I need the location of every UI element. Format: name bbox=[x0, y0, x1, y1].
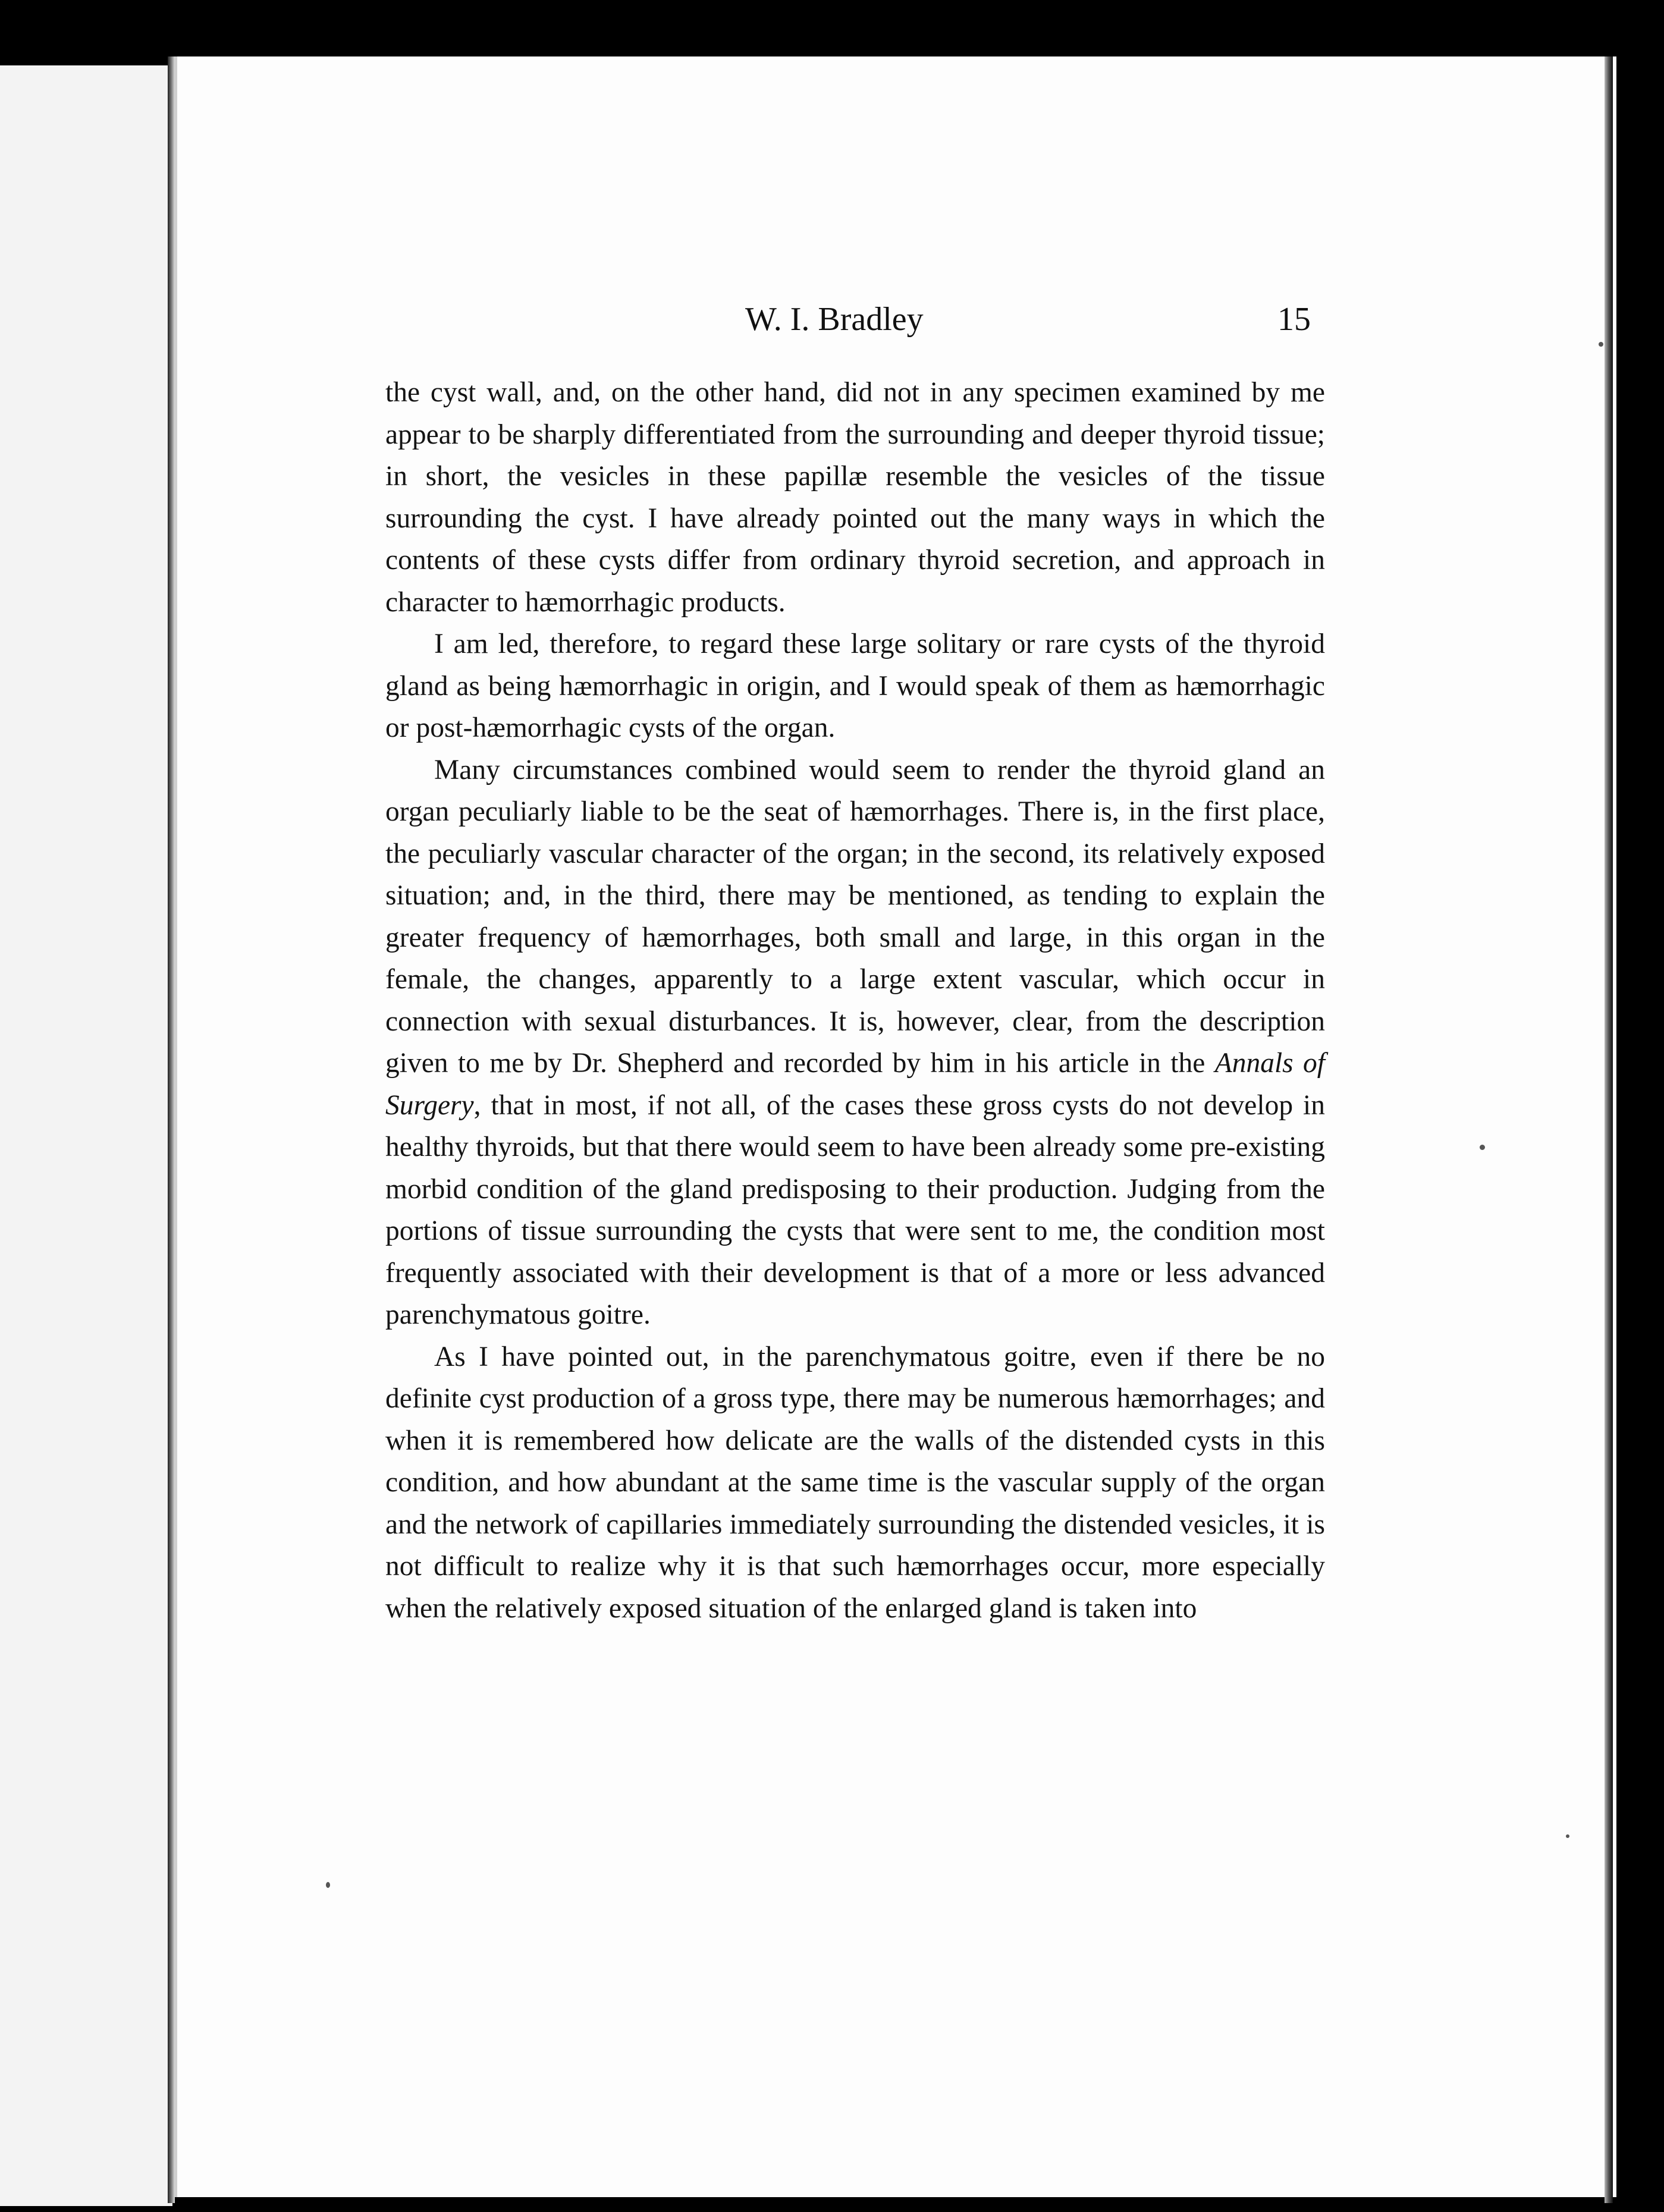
page-number: 15 bbox=[1277, 301, 1311, 338]
running-head: W. I. Bradley bbox=[745, 301, 924, 338]
paragraph-2: I am led, therefore, to regard these large solitary or rare cysts of the thyroid gland as being hæmorrhagic in origin, and I would speak of them as hæmorrhagic or post-hæmorrhagic cysts of the organ. bbox=[385, 629, 1325, 743]
page-right-edge bbox=[1605, 56, 1613, 2203]
paragraph-3-part-1: Many circumstances combined would seem to render the thyroid gland an organ peculiarly liable to be the seat of hæmorrhages. There is, in the first place, the peculiarly vascular character of the organ; in the second, its relatively exposed situation; and, in the third, there may be mentioned, as tending to explain the greater frequency of hæmorrhages, both small and large, in this organ in the female, the changes, apparently to a large extent vascular, which occur in connection with sexual disturbances. It is, however, clear, from the description given to me by Dr. Shepherd and recorded by him in his article in the bbox=[385, 754, 1325, 1079]
scan-speck bbox=[326, 1882, 330, 1888]
scan-speck bbox=[1480, 1145, 1485, 1150]
book-page bbox=[172, 56, 1616, 2197]
facing-page bbox=[0, 65, 172, 2206]
journal-title: Annals of Surgery bbox=[385, 1048, 1325, 1121]
paragraph-4: As I have pointed out, in the parenchymatous goitre, even if there be no definite cyst production of a gross type, there may be numerous hæmorrhages; and when it is remembered how delicate are the walls of the distended cysts in this condition, and how abundant at the same time is the vascular supply of the organ and the network of capillaries immediately surrounding the distended vesicles, it is not difficult to realize why it is that such hæmorrhages occur, more especially when the relatively exposed situation of the enlarged gland is taken into bbox=[385, 1341, 1325, 1624]
scan-speck bbox=[1599, 342, 1603, 347]
page-header bbox=[177, 300, 1616, 348]
paragraph-1: the cyst wall, and, on the other hand, did not in any specimen examined by me appear to be sharply differentiated from the surrounding and deeper thyroid tissue; in short, the vesicles in these papillæ resemble the vesicles of the tissue surrounding the cyst. I have already pointed out the many ways in which the contents of these cysts differ from ordinary thyroid secretion, and approach in character to hæmorrhagic products. bbox=[385, 377, 1325, 618]
paragraph-3-part-2: , that in most, if not all, of the cases these gross cysts do not develop in healthy thyroids, but that there would seem to have been already some pre-existing morbid condition of the gland predisposing to their production. Judging from the portions of tissue surrounding the cysts that were sent to me, the condition most frequently associated with their development is that of a more or less advanced parenchymatous goitre. bbox=[385, 1089, 1325, 1330]
paragraph-3 bbox=[385, 749, 1325, 1336]
page-gutter-edge bbox=[168, 56, 175, 2203]
body-text bbox=[385, 372, 1325, 1629]
scan-speck bbox=[1566, 1834, 1569, 1838]
